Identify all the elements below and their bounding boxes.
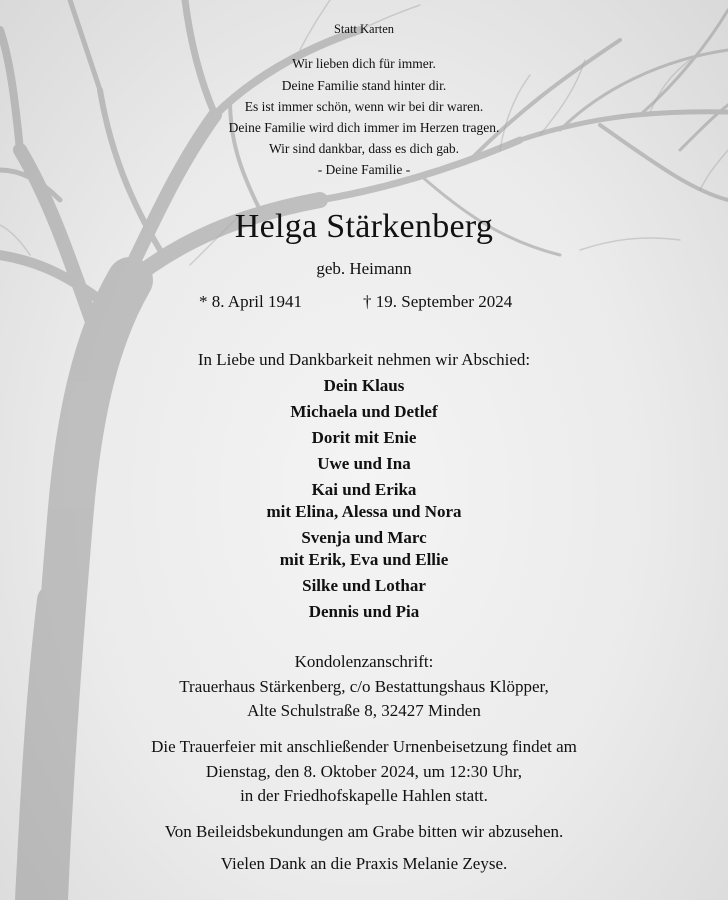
family-member: Silke und Lothar (302, 576, 426, 595)
family-member: Kai und Erika (311, 480, 417, 499)
condolence-address-line: Trauerhaus Stärkenberg, c/o Bestattungshaus Klöpper, (179, 677, 549, 696)
family-member: Dorit mit Enie (311, 428, 417, 447)
thanks-note: Vielen Dank an die Praxis Melanie Zeyse. (220, 854, 508, 873)
family-member: mit Erik, Eva und Ellie (279, 550, 449, 569)
farewell-intro: In Liebe und Dankbarkeit nehmen wir Abschied: (197, 350, 531, 369)
header-label: Statt Karten (333, 22, 395, 36)
birth-date: * 8. April 1941 (199, 292, 302, 311)
family-member: Svenja und Marc (301, 528, 427, 547)
family-member: Michaela und Detlef (290, 402, 438, 421)
family-member: mit Elina, Alessa und Nora (266, 502, 462, 521)
family-member: Dennis und Pia (308, 602, 420, 621)
verse-line: Deine Familie stand hinter dir. (281, 78, 447, 93)
ceremony-line: in der Friedhofskapelle Hahlen statt. (240, 786, 488, 805)
verse-line: Es ist immer schön, wenn wir bei dir waren. (244, 99, 484, 114)
family-member: Uwe und Ina (317, 454, 411, 473)
family-member: Dein Klaus (323, 376, 405, 395)
condolence-request: Von Beileidsbekundungen am Grabe bitten wir abzusehen. (164, 822, 564, 841)
verse-line: Deine Familie wird dich immer im Herzen tragen. (228, 120, 500, 135)
deceased-name: Helga Stärkenberg (234, 208, 494, 245)
verse-line: Wir sind dankbar, dass es dich gab. (268, 141, 460, 156)
ceremony-line: Dienstag, den 8. Oktober 2024, um 12:30 Uhr, (205, 762, 523, 781)
condolence-heading: Kondolenzanschrift: (294, 652, 434, 671)
verse-line: Wir lieben dich für immer. (292, 56, 436, 71)
verse-signature: - Deine Familie - (317, 162, 411, 177)
death-date: † 19. September 2024 (363, 292, 513, 311)
condolence-address-line: Alte Schulstraße 8, 32427 Minden (247, 701, 481, 720)
birth-name: geb. Heimann (316, 259, 412, 278)
ceremony-line: Die Trauerfeier mit anschließender Urnenbeisetzung findet am (151, 737, 577, 756)
